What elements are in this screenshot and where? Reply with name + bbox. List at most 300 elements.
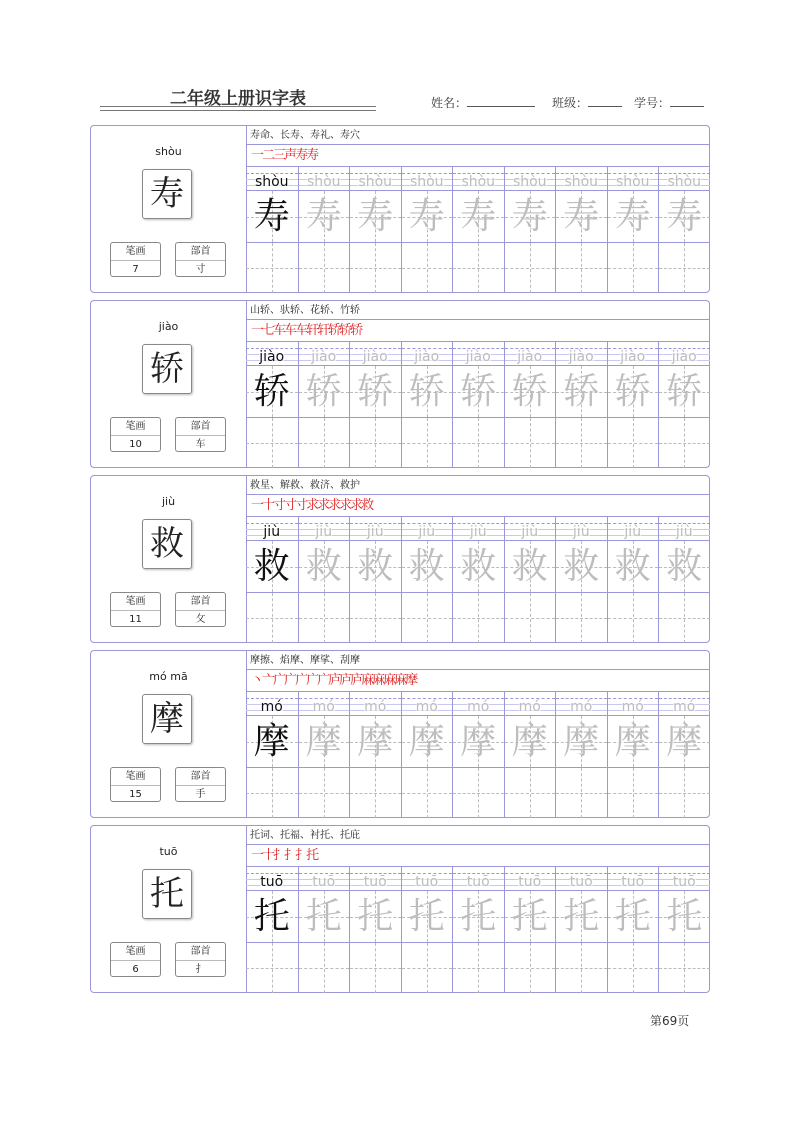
pinyin-trace: mó: [364, 699, 387, 715]
practice-grid: [246, 867, 710, 993]
stroke-step: 十: [262, 498, 274, 513]
character-trace: 寿: [460, 196, 497, 237]
radical-label: 部首: [176, 418, 225, 436]
stroke-step: 扌: [284, 848, 296, 863]
practice-cell[interactable]: [658, 517, 710, 643]
pinyin-practice-line: [299, 873, 350, 891]
pinyin-trace: jiù: [675, 524, 693, 540]
pinyin-trace: shòu: [358, 174, 393, 190]
stroke-step: 广: [284, 673, 296, 688]
class-blank[interactable]: [588, 95, 622, 107]
pinyin-trace: jiù: [469, 524, 487, 540]
character-trace: 轿: [511, 371, 548, 412]
stroke-step: 七: [262, 323, 274, 338]
character-trace: 寿: [408, 196, 445, 237]
blank-writing-box[interactable]: [402, 593, 453, 643]
practice-cell[interactable]: [504, 867, 556, 993]
blank-writing-box[interactable]: [246, 418, 298, 468]
blank-writing-box[interactable]: [505, 943, 556, 993]
character-trace: 轿: [357, 371, 394, 412]
stroke-step: 寸: [284, 498, 296, 513]
character-info-panel: [91, 126, 247, 292]
stroke-step: 一: [251, 323, 263, 338]
tianzige-box: [556, 366, 607, 418]
character-card: [90, 300, 710, 468]
pinyin-trace: jiào: [465, 349, 491, 365]
practice-cell[interactable]: [555, 517, 607, 643]
practice-cell[interactable]: [452, 867, 504, 993]
pinyin-trace: jiào: [620, 349, 646, 365]
tianzige-box: [505, 891, 556, 943]
student-number-label: 学号：: [634, 96, 671, 110]
character-pinyin: jiào: [158, 320, 179, 333]
class-field: [552, 94, 622, 111]
tianzige-box: [659, 716, 710, 768]
stroke-step: 一: [251, 848, 263, 863]
character-trace: 寿: [614, 196, 651, 237]
pinyin-practice-line: [556, 523, 607, 541]
radical-label: 部首: [176, 593, 225, 611]
tianzige-box: [299, 541, 350, 593]
character-trace: 托: [666, 896, 703, 937]
character-card: [90, 825, 710, 993]
practice-cell[interactable]: [401, 342, 453, 468]
pinyin-practice-line: [350, 523, 401, 541]
blank-writing-box[interactable]: [299, 593, 350, 643]
pinyin-trace: shòu: [461, 174, 496, 190]
tianzige-box: [350, 891, 401, 943]
pinyin-practice-line: [608, 523, 659, 541]
blank-writing-box[interactable]: [659, 768, 710, 818]
tianzige-box: [246, 191, 298, 243]
blank-writing-box[interactable]: [608, 593, 659, 643]
character-trace: 托: [357, 896, 394, 937]
pinyin-trace: tuō: [415, 874, 439, 890]
stroke-order: [246, 670, 710, 692]
practice-cell[interactable]: [607, 517, 659, 643]
pinyin-trace: mó: [673, 699, 696, 715]
practice-cell[interactable]: [452, 167, 504, 293]
stroke-count-box: [110, 767, 161, 802]
practice-cell[interactable]: [401, 692, 453, 818]
practice-cell[interactable]: [504, 517, 556, 643]
tianzige-box: [505, 716, 556, 768]
pinyin-practice-line: [505, 873, 556, 891]
practice-cell[interactable]: [246, 692, 298, 818]
character-trace: 摩: [511, 721, 548, 762]
practice-cell[interactable]: [504, 342, 556, 468]
example-words: 山轿、驮轿、花轿、竹轿: [246, 301, 710, 320]
radical-box: [175, 592, 226, 627]
pinyin-trace: tuō: [569, 874, 593, 890]
blank-writing-box[interactable]: [453, 943, 504, 993]
character-display: 救: [142, 519, 192, 569]
pinyin-practice-line: [556, 698, 607, 716]
pinyin-trace: jiào: [311, 349, 337, 365]
character-trace: 摩: [614, 721, 651, 762]
tianzige-box: [659, 366, 710, 418]
character-trace: 救: [357, 546, 394, 587]
practice-cell[interactable]: [298, 517, 350, 643]
blank-writing-box[interactable]: [608, 243, 659, 293]
practice-cell[interactable]: [349, 342, 401, 468]
pinyin-trace: mó: [621, 699, 644, 715]
character-pinyin: jiù: [161, 495, 176, 508]
tianzige-box: [299, 891, 350, 943]
pinyin-practice-line: [453, 348, 504, 366]
tianzige-box: [556, 716, 607, 768]
practice-cell[interactable]: [504, 167, 556, 293]
character-trace: 救: [666, 546, 703, 587]
pinyin-practice-line: [402, 523, 453, 541]
character-card: [90, 475, 710, 643]
character-trace: 寿: [666, 196, 703, 237]
stroke-step: 扌: [295, 848, 307, 863]
stroke-step: 救: [361, 498, 373, 513]
practice-cell[interactable]: [349, 692, 401, 818]
pinyin-practice-line: [246, 873, 298, 891]
tianzige-box: [246, 891, 298, 943]
character-trace: 摩: [408, 721, 445, 762]
pinyin-trace: shòu: [564, 174, 599, 190]
character-info-panel: [91, 826, 247, 992]
name-blank[interactable]: [467, 95, 535, 107]
practice-cell[interactable]: [401, 167, 453, 293]
practice-cell[interactable]: [452, 342, 504, 468]
blank-writing-box[interactable]: [402, 243, 453, 293]
radical-box: [175, 767, 226, 802]
stroke-step: 麻: [394, 673, 406, 688]
tianzige-box: [453, 191, 504, 243]
pinyin-practice-line: [350, 698, 401, 716]
pinyin-trace: mó: [467, 699, 490, 715]
stroke-step: 车: [284, 323, 296, 338]
practice-cell[interactable]: [298, 692, 350, 818]
stroke-step: 广: [273, 673, 285, 688]
student-number-field: [634, 94, 704, 111]
blank-writing-box[interactable]: [505, 593, 556, 643]
pinyin-practice-line: [608, 173, 659, 191]
pinyin-practice-line: [246, 698, 298, 716]
practice-cell[interactable]: [658, 342, 710, 468]
character-display: 轿: [142, 344, 192, 394]
stroke-step: 三: [273, 148, 285, 163]
stroke-step: 丶: [251, 673, 263, 688]
stroke-step: 二: [262, 148, 274, 163]
stroke-order: [246, 495, 710, 517]
stroke-count-box: [110, 417, 161, 452]
blank-writing-box[interactable]: [453, 243, 504, 293]
character-trace: 寿: [563, 196, 600, 237]
stroke-order: [246, 145, 710, 167]
stroke-step: 轿: [350, 323, 362, 338]
practice-cell[interactable]: [607, 167, 659, 293]
character-trace: 救: [305, 546, 342, 587]
pinyin-trace: mó: [570, 699, 593, 715]
pinyin-practice-line: [659, 173, 710, 191]
practice-panel: [246, 476, 710, 642]
blank-writing-box[interactable]: [556, 593, 607, 643]
stroke-step: 寿: [306, 148, 318, 163]
tianzige-box: [608, 891, 659, 943]
pinyin-trace: jiù: [624, 524, 642, 540]
pinyin-trace: shòu: [667, 174, 702, 190]
pinyin-trace: tuō: [518, 874, 542, 890]
character-trace: 托: [305, 896, 342, 937]
stroke-step: 十: [262, 848, 274, 863]
pinyin-trace: tuō: [312, 874, 336, 890]
character-card: [90, 650, 710, 818]
blank-writing-box[interactable]: [402, 418, 453, 468]
practice-cell[interactable]: [555, 342, 607, 468]
character-trace: 摩: [563, 721, 600, 762]
character-trace: 寿: [511, 196, 548, 237]
blank-writing-box[interactable]: [453, 593, 504, 643]
practice-panel: [246, 826, 710, 992]
character-trace: 托: [460, 896, 497, 937]
character-display: 寿: [142, 169, 192, 219]
student-number-blank[interactable]: [670, 95, 704, 107]
practice-grid: [246, 517, 710, 643]
stroke-count-box: [110, 242, 161, 277]
tianzige-box: [402, 366, 453, 418]
blank-writing-box[interactable]: [299, 768, 350, 818]
tianzige-box: [246, 716, 298, 768]
tianzige-box: [350, 191, 401, 243]
character-trace: 摩: [357, 721, 394, 762]
practice-cell[interactable]: [555, 692, 607, 818]
practice-cell[interactable]: [401, 867, 453, 993]
tianzige-box: [453, 891, 504, 943]
stroke-step: 亠: [262, 673, 274, 688]
pinyin-practice-line: [402, 348, 453, 366]
practice-cell[interactable]: [555, 867, 607, 993]
blank-writing-box[interactable]: [246, 243, 298, 293]
blank-writing-box[interactable]: [350, 243, 401, 293]
blank-writing-box[interactable]: [608, 943, 659, 993]
blank-writing-box[interactable]: [659, 593, 710, 643]
blank-writing-box[interactable]: [299, 243, 350, 293]
pinyin-practice-line: [659, 873, 710, 891]
practice-cell[interactable]: [658, 692, 710, 818]
practice-cell[interactable]: [452, 517, 504, 643]
pinyin-trace: jiào: [362, 349, 388, 365]
tianzige-box: [659, 891, 710, 943]
pinyin-practice-line: [453, 698, 504, 716]
blank-writing-box[interactable]: [299, 418, 350, 468]
pinyin-trace: jiù: [263, 524, 281, 540]
pinyin-trace: mó: [312, 699, 335, 715]
radical-box: [175, 942, 226, 977]
tianzige-box: [299, 366, 350, 418]
blank-writing-box[interactable]: [556, 768, 607, 818]
practice-cell[interactable]: [607, 867, 659, 993]
character-trace: 轿: [563, 371, 600, 412]
character-trace: 轿: [460, 371, 497, 412]
stroke-step: 托: [306, 848, 318, 863]
stroke-step: 轿: [328, 323, 340, 338]
stroke-step: 一: [251, 498, 263, 513]
practice-panel: [246, 301, 710, 467]
stroke-count-value: 10: [129, 439, 142, 450]
practice-cell[interactable]: [349, 867, 401, 993]
stroke-count-value: 7: [132, 264, 139, 275]
pinyin-trace: jiào: [517, 349, 543, 365]
blank-writing-box[interactable]: [246, 768, 298, 818]
blank-writing-box[interactable]: [556, 943, 607, 993]
character-trace: 托: [408, 896, 445, 937]
blank-writing-box[interactable]: [608, 768, 659, 818]
stroke-count-value: 6: [132, 964, 139, 975]
blank-writing-box[interactable]: [659, 418, 710, 468]
blank-writing-box[interactable]: [453, 768, 504, 818]
pinyin-practice-line: [505, 348, 556, 366]
blank-writing-box[interactable]: [246, 943, 298, 993]
blank-writing-box[interactable]: [505, 243, 556, 293]
blank-writing-box[interactable]: [659, 243, 710, 293]
practice-cell[interactable]: [298, 167, 350, 293]
stroke-step: 轩: [306, 323, 318, 338]
character-trace: 救: [511, 546, 548, 587]
pinyin-practice-line: [608, 873, 659, 891]
tianzige-box: [556, 541, 607, 593]
radical-value: 攵: [195, 614, 206, 625]
pinyin-practice-line: [453, 873, 504, 891]
character-pinyin: tuō: [159, 845, 178, 858]
blank-writing-box[interactable]: [246, 593, 298, 643]
practice-cell[interactable]: [246, 867, 298, 993]
stroke-step: 庐: [350, 673, 362, 688]
character-trace: 救: [614, 546, 651, 587]
blank-writing-box[interactable]: [608, 418, 659, 468]
character-trace: 托: [253, 896, 290, 937]
practice-panel: [246, 126, 710, 292]
stroke-step: 麻: [383, 673, 395, 688]
stroke-count-box: [110, 942, 161, 977]
blank-writing-box[interactable]: [505, 418, 556, 468]
practice-cell[interactable]: [246, 517, 298, 643]
tianzige-box: [246, 541, 298, 593]
stroke-step: 寿: [295, 148, 307, 163]
practice-cell[interactable]: [246, 167, 298, 293]
character-trace: 救: [460, 546, 497, 587]
tianzige-box: [453, 541, 504, 593]
stroke-step: 广: [306, 673, 318, 688]
stroke-step: 麻: [372, 673, 384, 688]
character-pinyin: shòu: [155, 145, 182, 158]
practice-cell[interactable]: [658, 167, 710, 293]
character-trace: 寿: [357, 196, 394, 237]
practice-cell[interactable]: [452, 692, 504, 818]
character-trace: 寿: [253, 196, 290, 237]
pinyin-practice-line: [453, 523, 504, 541]
tianzige-box: [608, 541, 659, 593]
blank-writing-box[interactable]: [299, 943, 350, 993]
practice-cell[interactable]: [349, 167, 401, 293]
pinyin-practice-line: [299, 348, 350, 366]
blank-writing-box[interactable]: [659, 943, 710, 993]
blank-writing-box[interactable]: [402, 768, 453, 818]
stroke-step: 寸: [273, 498, 285, 513]
character-trace: 救: [408, 546, 445, 587]
radical-box: [175, 242, 226, 277]
practice-cell[interactable]: [504, 692, 556, 818]
tianzige-box: [402, 891, 453, 943]
character-pinyin: mó mā: [149, 670, 188, 683]
blank-writing-box[interactable]: [556, 243, 607, 293]
character-trace: 寿: [305, 196, 342, 237]
character-trace: 轿: [305, 371, 342, 412]
pinyin-practice-line: [505, 523, 556, 541]
tianzige-box: [402, 541, 453, 593]
pinyin-trace: jiào: [671, 349, 697, 365]
pinyin-practice-line: [299, 173, 350, 191]
pinyin-trace: jiào: [414, 349, 440, 365]
stroke-count-label: 笔画: [111, 768, 160, 786]
pinyin-practice-line: [246, 348, 298, 366]
pinyin-practice-line: [659, 348, 710, 366]
stroke-step: 庐: [339, 673, 351, 688]
pinyin-trace: jiào: [568, 349, 594, 365]
worksheet-title: 二年级上册识字表: [170, 89, 306, 109]
pinyin-trace: shòu: [254, 174, 289, 190]
class-label: 班级：: [552, 96, 589, 110]
practice-cell[interactable]: [246, 342, 298, 468]
pinyin-practice-line: [246, 173, 298, 191]
radical-value: 寸: [195, 264, 206, 275]
character-trace: 轿: [614, 371, 651, 412]
stroke-step: 摩: [405, 673, 417, 688]
blank-writing-box[interactable]: [402, 943, 453, 993]
character-trace: 摩: [253, 721, 290, 762]
character-trace: 托: [511, 896, 548, 937]
practice-grid: [246, 342, 710, 468]
character-display: 托: [142, 869, 192, 919]
blank-writing-box[interactable]: [556, 418, 607, 468]
tianzige-box: [556, 891, 607, 943]
character-info-panel: [91, 301, 247, 467]
practice-cell[interactable]: [607, 692, 659, 818]
blank-writing-box[interactable]: [350, 768, 401, 818]
pinyin-practice-line: [608, 698, 659, 716]
practice-cell[interactable]: [607, 342, 659, 468]
character-trace: 救: [253, 546, 290, 587]
practice-cell[interactable]: [658, 867, 710, 993]
blank-writing-box[interactable]: [453, 418, 504, 468]
practice-cell[interactable]: [298, 342, 350, 468]
stroke-step: 求: [350, 498, 362, 513]
pinyin-trace: shòu: [409, 174, 444, 190]
blank-writing-box[interactable]: [505, 768, 556, 818]
pinyin-trace: shòu: [615, 174, 650, 190]
pinyin-trace: jiù: [521, 524, 539, 540]
pinyin-practice-line: [299, 523, 350, 541]
practice-cell[interactable]: [555, 167, 607, 293]
pinyin-trace: mó: [260, 699, 283, 715]
pinyin-practice-line: [453, 173, 504, 191]
blank-writing-box[interactable]: [350, 418, 401, 468]
practice-cell[interactable]: [298, 867, 350, 993]
practice-cell[interactable]: [349, 517, 401, 643]
practice-cell[interactable]: [401, 517, 453, 643]
blank-writing-box[interactable]: [350, 943, 401, 993]
character-trace: 摩: [460, 721, 497, 762]
character-display: 摩: [142, 694, 192, 744]
blank-writing-box[interactable]: [350, 593, 401, 643]
radical-value: 车: [195, 439, 206, 450]
stroke-step: 求: [306, 498, 318, 513]
tianzige-box: [246, 366, 298, 418]
